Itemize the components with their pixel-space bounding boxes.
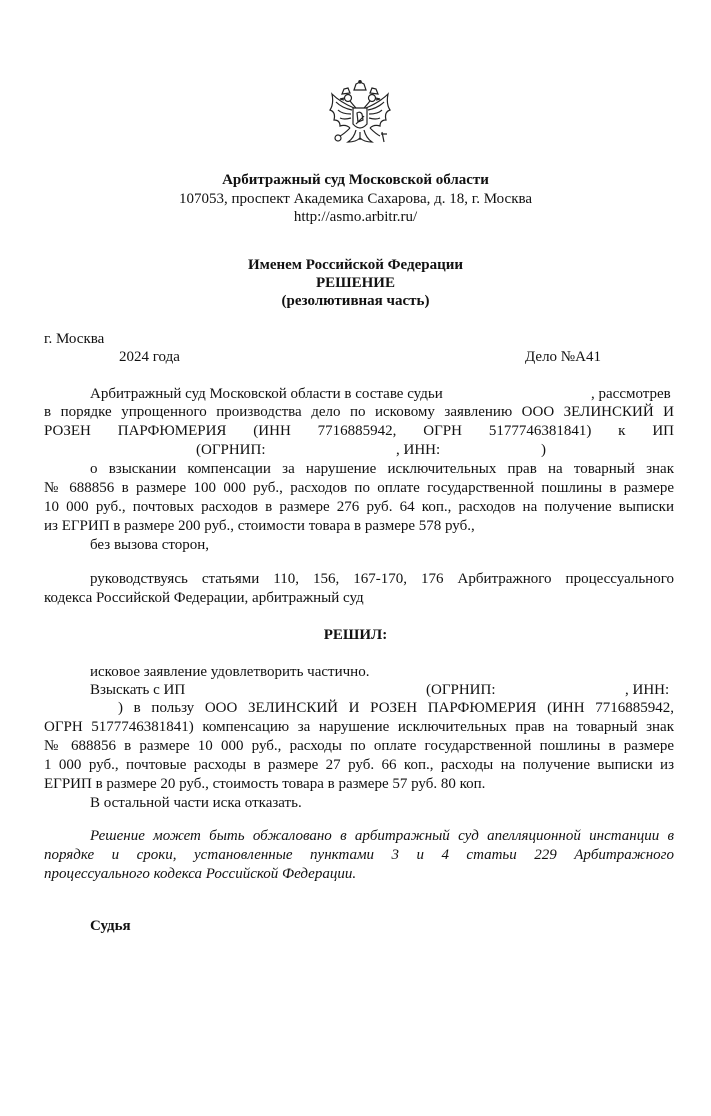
intro-line-5: о взыскании компенсации за нарушение исключительных прав на товарный знак bbox=[90, 461, 674, 477]
intro-line-1b: , рассмотрев bbox=[591, 386, 671, 402]
resolution-line-5: № 688856 в размере 10 000 руб., расходы по оплате государственной пошлины в размере bbox=[44, 738, 674, 754]
intro-line-4c: ) bbox=[541, 442, 546, 458]
intro-line-1a: Арбитражный суд Московской области в составе судьи bbox=[90, 386, 443, 402]
grounds-paragraph bbox=[44, 570, 674, 608]
resolution-line-6: 1 000 руб., почтовые расходы в размере 27 руб. 66 коп., расходы на получение выписки из bbox=[44, 757, 674, 773]
intro-line-7: 10 000 руб., почтовых расходов в размере 276 руб. 64 коп., расходов на получение выписки bbox=[44, 499, 674, 515]
resolution-line-2a: Взыскать с ИП bbox=[90, 682, 186, 698]
resolution-line-1: исковое заявление удовлетворить частично. bbox=[90, 664, 370, 680]
intro-line-9: без вызова сторон, bbox=[90, 537, 210, 553]
decision-date: 2024 года bbox=[119, 349, 180, 365]
resolved-title: РЕШИЛ: bbox=[323, 627, 388, 643]
intro-paragraph bbox=[44, 403, 674, 441]
city: г. Москва bbox=[44, 331, 105, 347]
judge-signature-label: Судья bbox=[90, 918, 131, 934]
in-name-heading: Именем Российской Федерации bbox=[247, 257, 464, 273]
appeal-line-2: порядке и сроки, установленные пунктами 3 и 4 статьи 229 Арбитражного bbox=[44, 847, 674, 863]
court-address: 107053, проспект Академика Сахарова, д. 18, г. Москва bbox=[178, 191, 533, 207]
coat-of-arms-emblem bbox=[326, 80, 394, 154]
appeal-paragraph bbox=[44, 827, 674, 884]
intro-line-6: № 688856 в размере 100 000 руб., расходов по оплате государственной пошлины в размере bbox=[44, 480, 674, 496]
intro-line-2: в порядке упрощенного производства дело по исковому заявлению ООО ЗЕЛИНСКИЙ И bbox=[44, 404, 674, 420]
intro-line-4a: (ОГРНИП: bbox=[196, 442, 266, 458]
intro-line-3: РОЗЕН ПАРФЮМЕРИЯ (ИНН 7716885942, ОГРН 5177746381841) к ИП bbox=[44, 423, 674, 439]
appeal-line-1: Решение может быть обжаловано в арбитражный суд апелляционной инстанции в bbox=[90, 828, 674, 844]
court-website[interactable]: http://asmo.arbitr.ru/ bbox=[293, 209, 418, 225]
case-number: Дело №А41 bbox=[525, 349, 601, 365]
resolution-line-8: В остальной части иска отказать. bbox=[90, 795, 302, 811]
resolution-line-7: ЕГРИП в размере 20 руб., стоимость товара в размере 57 руб. 80 коп. bbox=[44, 776, 486, 792]
intro-line-8: из ЕГРИП в размере 200 руб., стоимости товара в размере 578 руб., bbox=[44, 518, 475, 534]
court-name: Арбитражный суд Московской области bbox=[222, 172, 489, 188]
resolution-line-2c: , ИНН: bbox=[625, 682, 670, 698]
decision-part-heading: (резолютивная часть) bbox=[281, 293, 430, 309]
intro-line-4b: , ИНН: bbox=[396, 442, 441, 458]
decision-heading: РЕШЕНИЕ bbox=[316, 275, 395, 291]
resolution-line-4: ОГРН 5177746381841) компенсацию за нарушение исключительных прав на товарный знак bbox=[44, 719, 674, 735]
grounds-line-2: кодекса Российской Федерации, арбитражный суд bbox=[44, 590, 364, 606]
resolution-paragraph bbox=[44, 718, 674, 813]
grounds-line-1: руководствуясь статьями 110, 156, 167-170, 176 Арбитражного процессуального bbox=[90, 571, 674, 587]
resolution-line-3: ) в пользу ООО ЗЕЛИНСКИЙ И РОЗЕН ПАРФЮМЕРИЯ (ИНН 7716885942, bbox=[118, 700, 674, 716]
appeal-line-3: процессуального кодекса Российской Федерации. bbox=[44, 866, 357, 882]
intro-paragraph-cont bbox=[44, 460, 674, 555]
resolution-line-2b: (ОГРНИП: bbox=[426, 682, 496, 698]
